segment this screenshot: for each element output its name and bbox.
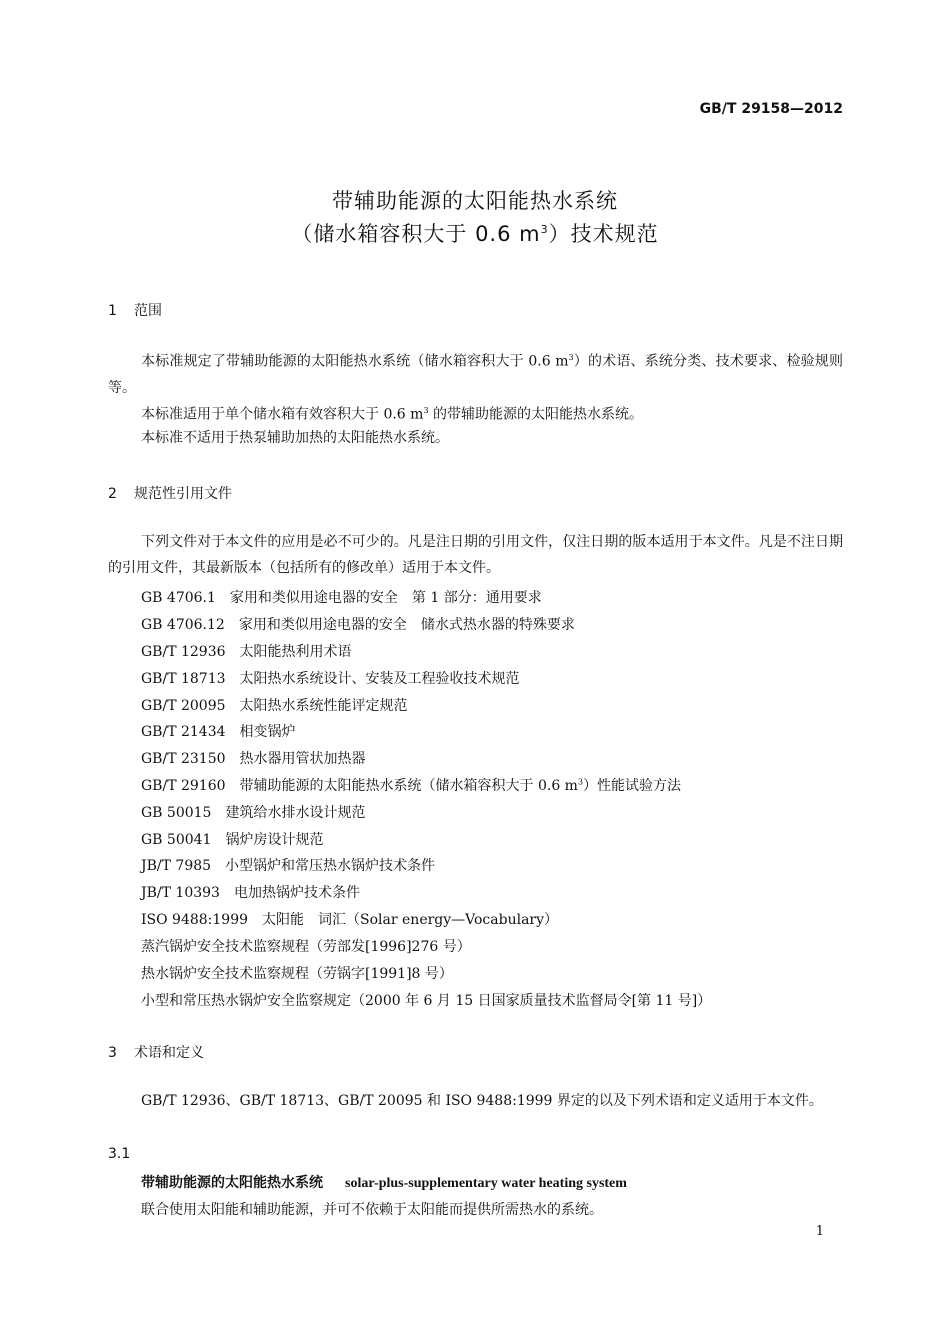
- reference-item: GB 50015 建筑给水排水设计规范: [141, 805, 366, 821]
- reference-item: GB/T 20095 太阳热水系统性能评定规范: [141, 698, 408, 714]
- reference-item: GB 50041 锅炉房设计规范: [141, 832, 324, 848]
- scope-paragraph-1: 本标准规定了带辅助能源的太阳能热水系统（储水箱容积大于 0.6 $m^3$）的术语、系统分类、技术要求、检验规则等。: [108, 353, 843, 396]
- terms-intro: GB/T 12936、GB/T 18713、GB/T 20095 和 ISO 9488:1999 界定的以及下列术语和定义适用于本文件。: [141, 1093, 823, 1109]
- scope-paragraph-2: 本标准适用于单个储水箱有效容积大于 0.6 $m^3$ 的带辅助能源的太阳能热水系统。: [141, 406, 643, 423]
- reference-item: GB/T 21434 相变锅炉: [141, 724, 296, 740]
- reference-item: GB/T 29160 带辅助能源的太阳能热水系统（储水箱容积大于 0.6 $m^3$）性能试验方法: [141, 777, 682, 794]
- clause-number: 3.1: [108, 1146, 131, 1162]
- reference-item: JB/T 10393 电加热锅炉技术条件: [141, 885, 360, 901]
- reference-item: 热水锅炉安全技术监察规程（劳锅字[1991]8 号）: [141, 966, 453, 982]
- reference-item: GB 4706.1 家用和类似用途电器的安全 第 1 部分：通用要求: [141, 590, 542, 606]
- section-1-heading: 1 范围: [108, 303, 162, 319]
- reference-item: 蒸汽锅炉安全技术监察规程（劳部发[1996]276 号）: [141, 939, 471, 955]
- scope-paragraph-3: 本标准不适用于热泵辅助加热的太阳能热水系统。: [141, 430, 449, 446]
- section-2-heading: 2 规范性引用文件: [108, 486, 232, 502]
- standard-number: GB/T 29158—2012: [699, 101, 843, 117]
- page-number: 1: [815, 1224, 824, 1239]
- reference-item: GB/T 23150 热水器用管状加热器: [141, 751, 366, 767]
- term-heading: 带辅助能源的太阳能热水系统 solar-plus-supplementary water heating system: [141, 1175, 627, 1191]
- reference-item: ISO 9488:1999 太阳能 词汇（Solar energy—Vocabulary）: [141, 912, 559, 928]
- term-definition: 联合使用太阳能和辅助能源，并可不依赖于太阳能而提供所需热水的系统。: [141, 1202, 603, 1218]
- reference-item: GB/T 18713 太阳热水系统设计、安装及工程验收技术规范: [141, 671, 520, 687]
- reference-item: 小型和常压热水锅炉安全监察规定（2000 年 6 月 15 日国家质量技术监督局令[第 11 号]）: [141, 993, 712, 1009]
- normative-intro: 下列文件对于本文件的应用是必不可少的。凡是注日期的引用文件，仅注日期的版本适用于本文件。凡是不注日期的引用文件，其最新版本（包括所有的修改单）适用于本文件。: [108, 534, 843, 576]
- document-title-line2: （储水箱容积大于 0.6 $m^3$）技术规范: [291, 222, 659, 246]
- reference-item: JB/T 7985 小型锅炉和常压热水锅炉技术条件: [141, 858, 436, 874]
- reference-item: GB/T 12936 太阳能热利用术语: [141, 644, 352, 660]
- section-3-heading: 3 术语和定义: [108, 1045, 204, 1061]
- document-title-line1: 带辅助能源的太阳能热水系统: [332, 189, 618, 213]
- reference-item: GB 4706.12 家用和类似用途电器的安全 储水式热水器的特殊要求: [141, 617, 575, 633]
